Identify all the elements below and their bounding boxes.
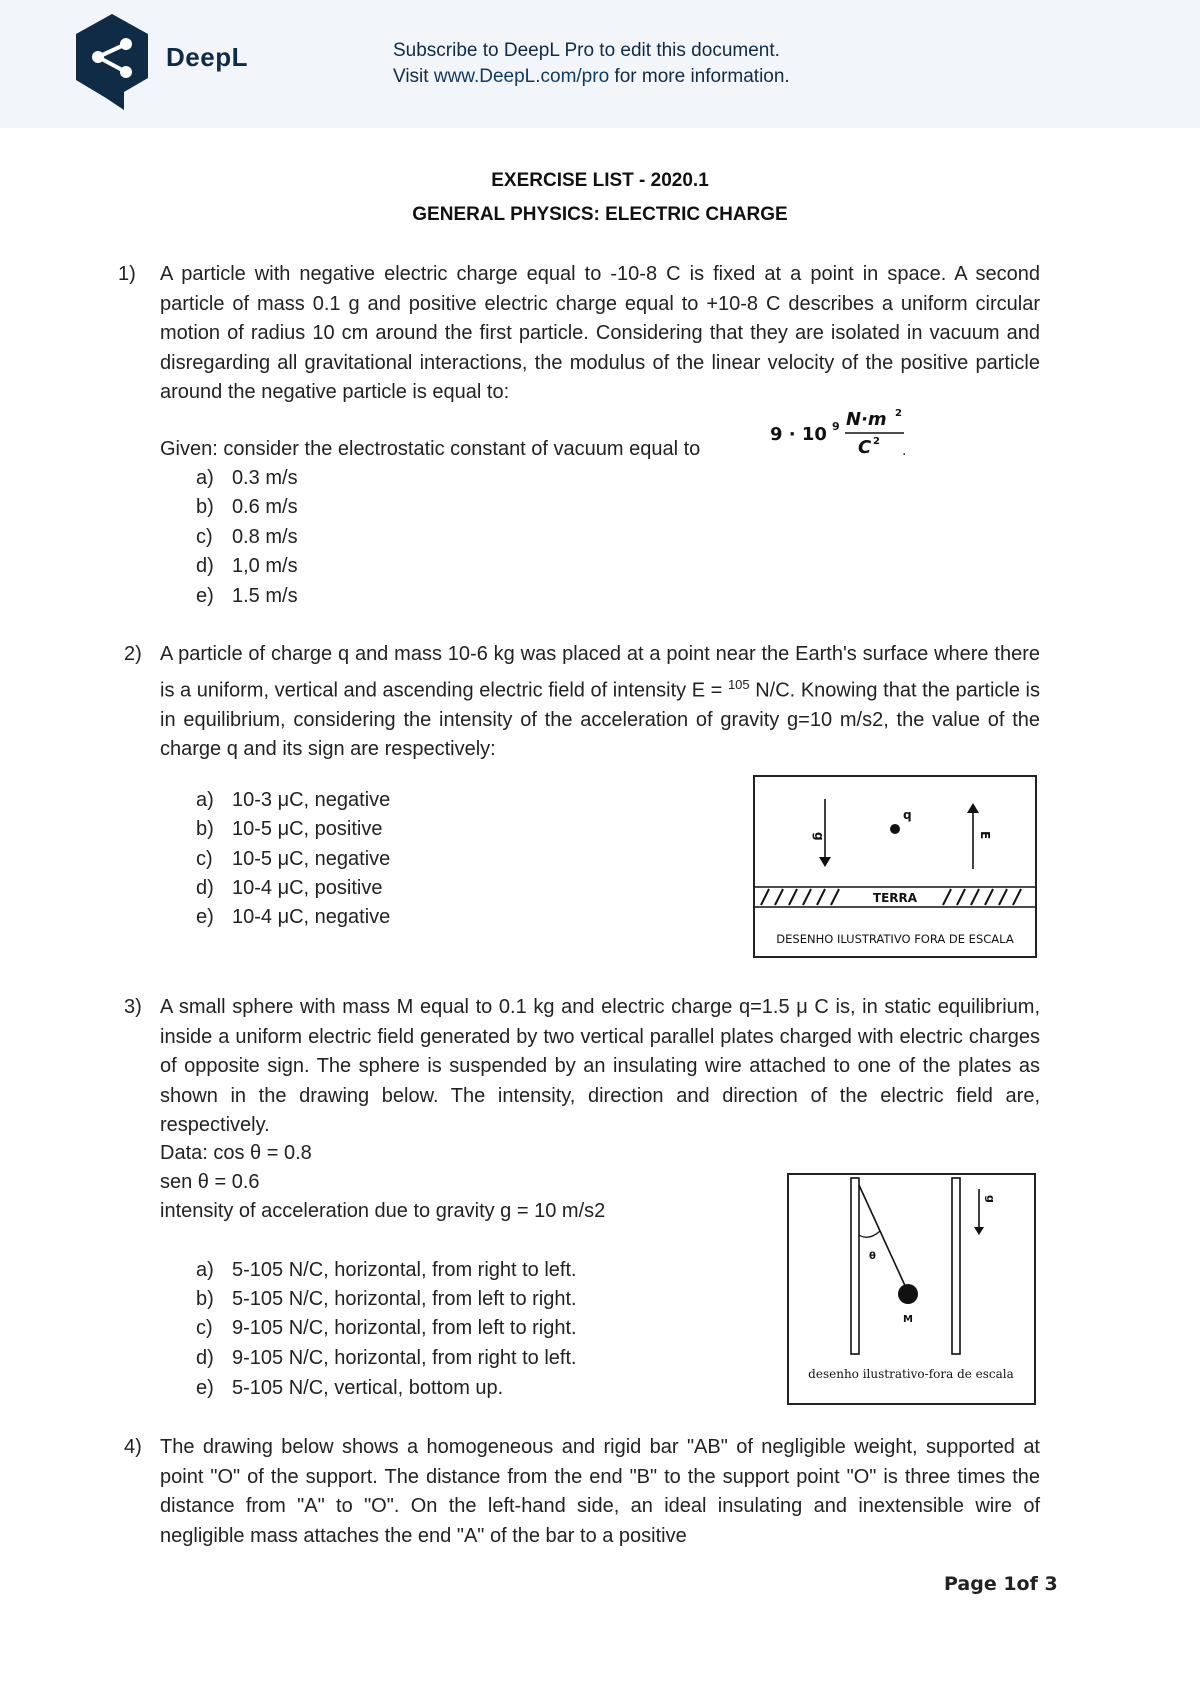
question-2-number: 2) — [124, 643, 142, 665]
question-2-figure-caption: DESENHO ILUSTRATIVO FORA DE ESCALA — [776, 932, 1014, 946]
question-3-option-c[interactable]: c) 9-105 N/C, horizontal, from left to right. — [196, 1317, 577, 1339]
formula-numerator: N·m — [846, 409, 887, 430]
ground-hatching-left — [761, 889, 839, 905]
field-label: E — [978, 831, 992, 840]
deepl-pro-link[interactable]: www.DeepL.com/pro — [433, 66, 610, 87]
question-1-option-c[interactable]: c) 0.8 m/s — [196, 526, 298, 548]
document-title: EXERCISE LIST - 2020.1 — [491, 170, 709, 191]
formula-denominator: C — [858, 437, 872, 458]
charge-particle — [890, 824, 900, 834]
question-2-option-e[interactable]: e) 10-4 μC, negative — [196, 906, 391, 928]
gravity-arrowhead-q3 — [974, 1227, 984, 1235]
formula-numerator-exponent: 2 — [895, 408, 902, 419]
page-number: Page 1of 3 — [944, 1573, 1058, 1595]
gravity-label: g — [812, 832, 826, 841]
question-2-figure — [753, 775, 1037, 958]
question-3-data-cos: Data: cos θ = 0.8 — [160, 1142, 312, 1164]
question-1-given: Given: consider the electrostatic constant of vacuum equal to — [160, 438, 701, 460]
question-3-data-sen: sen θ = 0.6 — [160, 1171, 260, 1193]
banner-visit-text: Visit — [393, 66, 434, 87]
mass-label: M — [903, 1314, 913, 1325]
question-3-figure — [787, 1173, 1036, 1405]
question-3-option-e[interactable]: e) 5-105 N/C, vertical, bottom up. — [196, 1377, 504, 1399]
gravity-label-q3: g — [984, 1195, 997, 1203]
question-3-number: 3) — [124, 996, 142, 1018]
banner-line-1: Subscribe to DeepL Pro to edit this document. — [393, 40, 780, 61]
document-subtitle: GENERAL PHYSICS: ELECTRIC CHARGE — [412, 204, 788, 225]
question-4-number: 4) — [124, 1436, 142, 1458]
formula-denominator-exponent: 2 — [873, 436, 880, 447]
question-2-text: A particle of charge q and mass 10-6 kg was placed at a point near the Earth's surface where there is a uniform, vertical and ascending electric field of intensity E = $^{105}$ N/C. Knowing that the particle is in equilibrium, considering the intensity of the acceleration of gravity g=10 m/s2, the value of the charge q and its sign are respectively: — [160, 643, 1040, 761]
question-1-text: A particle with negative electric charge equal to -10-8 C is fixed at a point in space. A second particle of mass 0.1 g and positive electric charge equal to +10-8 C describes a uniform circular motion of radius 10 cm around the first particle. Considering that they are isolated in vacuum and disregarding all gravitational interactions, the modulus of the linear velocity of the positive particle around the negative particle is equal to: — [160, 263, 1040, 403]
gravity-arrowhead — [819, 857, 831, 867]
right-plate — [952, 1178, 960, 1354]
deepl-logo-icon — [72, 12, 152, 112]
question-2-option-a[interactable]: a) 10-3 μC, negative — [196, 789, 391, 811]
question-3-data-gravity: intensity of acceleration due to gravity g = 10 m/s2 — [160, 1200, 606, 1222]
question-1-option-e[interactable]: e) 1.5 m/s — [196, 585, 298, 607]
formula-period: . — [902, 442, 907, 459]
question-3-option-d[interactable]: d) 9-105 N/C, horizontal, from right to left. — [196, 1347, 577, 1369]
question-4-text: The drawing below shows a homogeneous and rigid bar "AB" of negligible weight, supported at point "O" of the support. The distance from the end "B" to the support point "O" is three times the distance from "A" to "O". On the left-hand side, an ideal insulating and inextensible wire of negligible mass attaches the end "A" of the bar to a positive — [160, 1436, 1040, 1547]
banner-more-info-text: for more information. — [609, 66, 790, 87]
deepl-banner — [0, 0, 1200, 128]
field-exponent: 105 — [727, 676, 750, 692]
theta-label: θ — [869, 1251, 876, 1262]
question-2-option-b[interactable]: b) 10-5 μC, positive — [196, 818, 383, 840]
formula-coefficient: 9 · 10 — [770, 424, 827, 445]
left-plate — [851, 1178, 859, 1354]
question-2-diagram — [755, 777, 1035, 956]
question-2-option-d[interactable]: d) 10-4 μC, positive — [196, 877, 383, 899]
question-1-option-a[interactable]: a) 0.3 m/s — [196, 467, 298, 489]
question-1-number: 1) — [118, 263, 136, 285]
field-arrowhead — [967, 803, 979, 813]
question-3-option-a[interactable]: a) 5-105 N/C, horizontal, from right to left. — [196, 1259, 577, 1281]
question-1-option-b[interactable]: b) 0.6 m/s — [196, 496, 298, 518]
question-2-option-c[interactable]: c) 10-5 μC, negative — [196, 848, 391, 870]
question-3-figure-caption: desenho ilustrativo-fora de escala — [808, 1367, 1014, 1381]
banner-line-2 — [393, 64, 790, 90]
question-3-text: A small sphere with mass M equal to 0.1 kg and electric charge q=1.5 μ C is, in static equilibrium, inside a uniform electric field generated by two vertical parallel plates charged with electric charges of opposite sign. The sphere is suspended by an insulating wire attached to one of the plates as shown in the drawing below. The intensity, direction and direction of the electric field are, respectively. — [160, 996, 1040, 1136]
theta-arc — [859, 1231, 880, 1237]
deepl-logo-text: DeepL — [166, 42, 248, 72]
question-1-option-d[interactable]: d) 1,0 m/s — [196, 555, 298, 577]
sphere — [898, 1284, 918, 1304]
ground-hatching-right — [943, 889, 1021, 905]
charge-label: q — [903, 808, 912, 822]
banner-message — [393, 38, 790, 90]
formula-exponent: 9 — [832, 420, 840, 433]
question-3-option-b[interactable]: b) 5-105 N/C, horizontal, from left to right. — [196, 1288, 577, 1310]
question-3-diagram — [789, 1175, 1034, 1403]
ground-label: TERRA — [872, 891, 918, 905]
electrostatic-constant-formula — [770, 405, 910, 459]
